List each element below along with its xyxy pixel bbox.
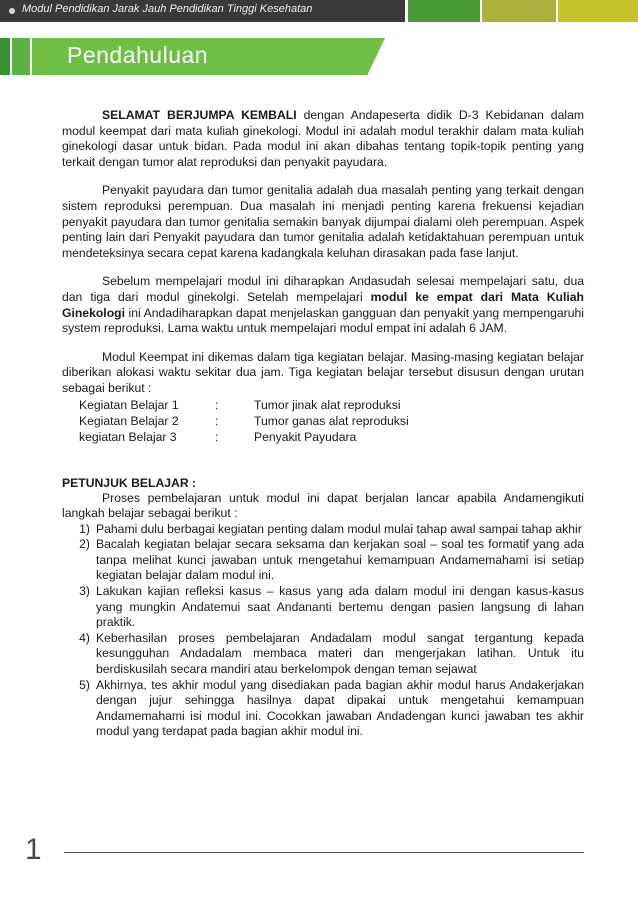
item-number: 2) bbox=[79, 537, 90, 552]
item-text: Akhirnya, tes akhir modul yang disediakan pada bagian akhir modul harus Andakerjakan dengan jujur sehingga hasilnya dapat dipakai untuk mengetahui kemampuan Andamemahami isi modul ini. Cocokkan jawaban Andadengan kunci jawaban tes akhir modul yang terdapat pada bagian akhir modul ini. bbox=[96, 677, 584, 739]
item-number: 4) bbox=[79, 630, 90, 645]
paragraph-intro bbox=[62, 108, 584, 170]
main-content bbox=[62, 108, 584, 740]
objective-bold: modul ke empat dari Mata Kuliah Ginekologi bbox=[62, 289, 584, 320]
kegiatan-name: Kegiatan Belajar 2 bbox=[79, 413, 179, 428]
kegiatan-colon: : bbox=[215, 397, 219, 412]
paragraph-objective bbox=[62, 274, 584, 336]
kegiatan-row bbox=[79, 413, 584, 429]
list-item bbox=[62, 584, 584, 631]
petunjuk-intro: Proses pembelajaran untuk modul ini dapat berjalan lancar apabila Andamengikuti langkah belajar sebagai berikut : bbox=[62, 490, 584, 521]
kegiatan-colon: : bbox=[215, 429, 219, 444]
section-banner bbox=[0, 38, 385, 75]
paragraph-structure: Modul Keempat ini dikemas dalam tiga kegiatan belajar. Masing-masing kegiatan belajar diberikan alokasi waktu sekitar dua jam. Tiga kegiatan belajar tersebut disusun dengan urutan sebagai berikut : bbox=[62, 349, 584, 395]
list-item bbox=[62, 631, 584, 678]
item-text: Keberhasilan proses pembelajaran Andadalam modul sangat tergantung kepada kesungguhan Andadalam membaca materi dan mengerjakan latihan. Untuk itu berdiskusilah secara mandiri atau berkelompok dengan teman sejawat bbox=[96, 630, 584, 677]
list-item bbox=[62, 522, 584, 538]
kegiatan-list bbox=[62, 397, 584, 445]
kegiatan-name: kegiatan Belajar 3 bbox=[79, 429, 177, 444]
section-title: Pendahuluan bbox=[67, 42, 209, 68]
header-yellow-block bbox=[558, 0, 638, 22]
item-number: 3) bbox=[79, 584, 90, 599]
item-number: 1) bbox=[79, 521, 90, 536]
page-number: 1 bbox=[25, 833, 42, 866]
kegiatan-topic: Penyakit Payudara bbox=[254, 429, 357, 444]
kegiatan-topic: Tumor jinak alat reproduksi bbox=[254, 397, 401, 412]
petunjuk-heading: PETUNJUK BELAJAR : bbox=[62, 475, 197, 490]
kegiatan-row bbox=[79, 429, 584, 445]
item-text: Pahami dulu berbagai kegiatan penting dalam modul mulai tahap awal sampai tahap akhir bbox=[96, 521, 582, 536]
top-header-bar bbox=[0, 0, 638, 22]
banner-stripe-dark bbox=[0, 38, 10, 75]
header-bullet-icon bbox=[9, 8, 15, 14]
header-title: Modul Pendidikan Jarak Jauh Pendidikan Tinggi Kesehatan bbox=[22, 3, 313, 15]
item-text: Bacalah kegiatan belajar secara seksama dan kerjakan soal – soal tes formatif yang ada tanpa melihat kunci jawaban untuk mengetahui kemampuan Andamemahami isi setiap kegiatan belajar dalam modul ini. bbox=[96, 537, 584, 583]
objective-text-a: Sebelum mempelajari modul ini diharapkan Andasudah selesai mempelajari satu, dua dan tiga dari modul ginekolgi. Setelah mempelajari bbox=[62, 274, 584, 304]
item-number: 5) bbox=[79, 677, 90, 692]
list-item bbox=[62, 678, 584, 740]
kegiatan-topic: Tumor ganas alat reproduksi bbox=[254, 413, 409, 428]
header-olive-block bbox=[482, 0, 556, 22]
item-text: Lakukan kajian refleksi kasus – kasus yang ada dalam modul ini dengan kasus-kasus yang mungkin Andatemui saat Andananti bertemu dengan pasien langsung di lahan praktik. bbox=[96, 584, 584, 630]
footer-divider bbox=[64, 852, 584, 853]
objective-text-b: ini Andadiharapkan dapat menjelaskan gangguan dan penyakit yang mempengaruhi system reproduksi. Lama waktu untuk mempelajari modul empat ini adalah 6 JAM. bbox=[62, 305, 584, 336]
intro-text: dengan Andapeserta didik D-3 Kebidanan dalam modul keempat dari mata kuliah ginekologi. Modul ini adalah modul terakhir dalam mata kuliah ginekologi dasar untuk bidan. Pada modul ini akan dibahas tentang topik-topik penting yang terkait dengan tumor alat reproduksi dan penyakit payudara. bbox=[62, 108, 584, 169]
kegiatan-colon: : bbox=[215, 413, 219, 428]
greeting-bold: SELAMAT BERJUMPA KEMBALI bbox=[102, 108, 297, 122]
list-item bbox=[62, 537, 584, 584]
paragraph-problem: Penyakit payudara dan tumor genitalia adalah dua masalah penting yang terkait dengan sistem reproduksi perempuan. Dua masalah ini menjadi penting karena frekuensi kejadian penyakit payudara dan tumor genitalia semakin banyak dijumpai dialami oleh perempuan. Aspek penting lain dari Penyakit payudara dan tumor genitalia adalah ketidaktahuan perempuan untuk mendeteksinya secara cepat karena kadangkala keluhan dirasakan pada fase lanjut. bbox=[62, 183, 584, 260]
kegiatan-name: Kegiatan Belajar 1 bbox=[79, 397, 179, 412]
banner-stripe-mid bbox=[12, 38, 30, 75]
kegiatan-row bbox=[79, 397, 584, 413]
header-green-block bbox=[408, 0, 480, 22]
petunjuk-list bbox=[62, 522, 584, 740]
